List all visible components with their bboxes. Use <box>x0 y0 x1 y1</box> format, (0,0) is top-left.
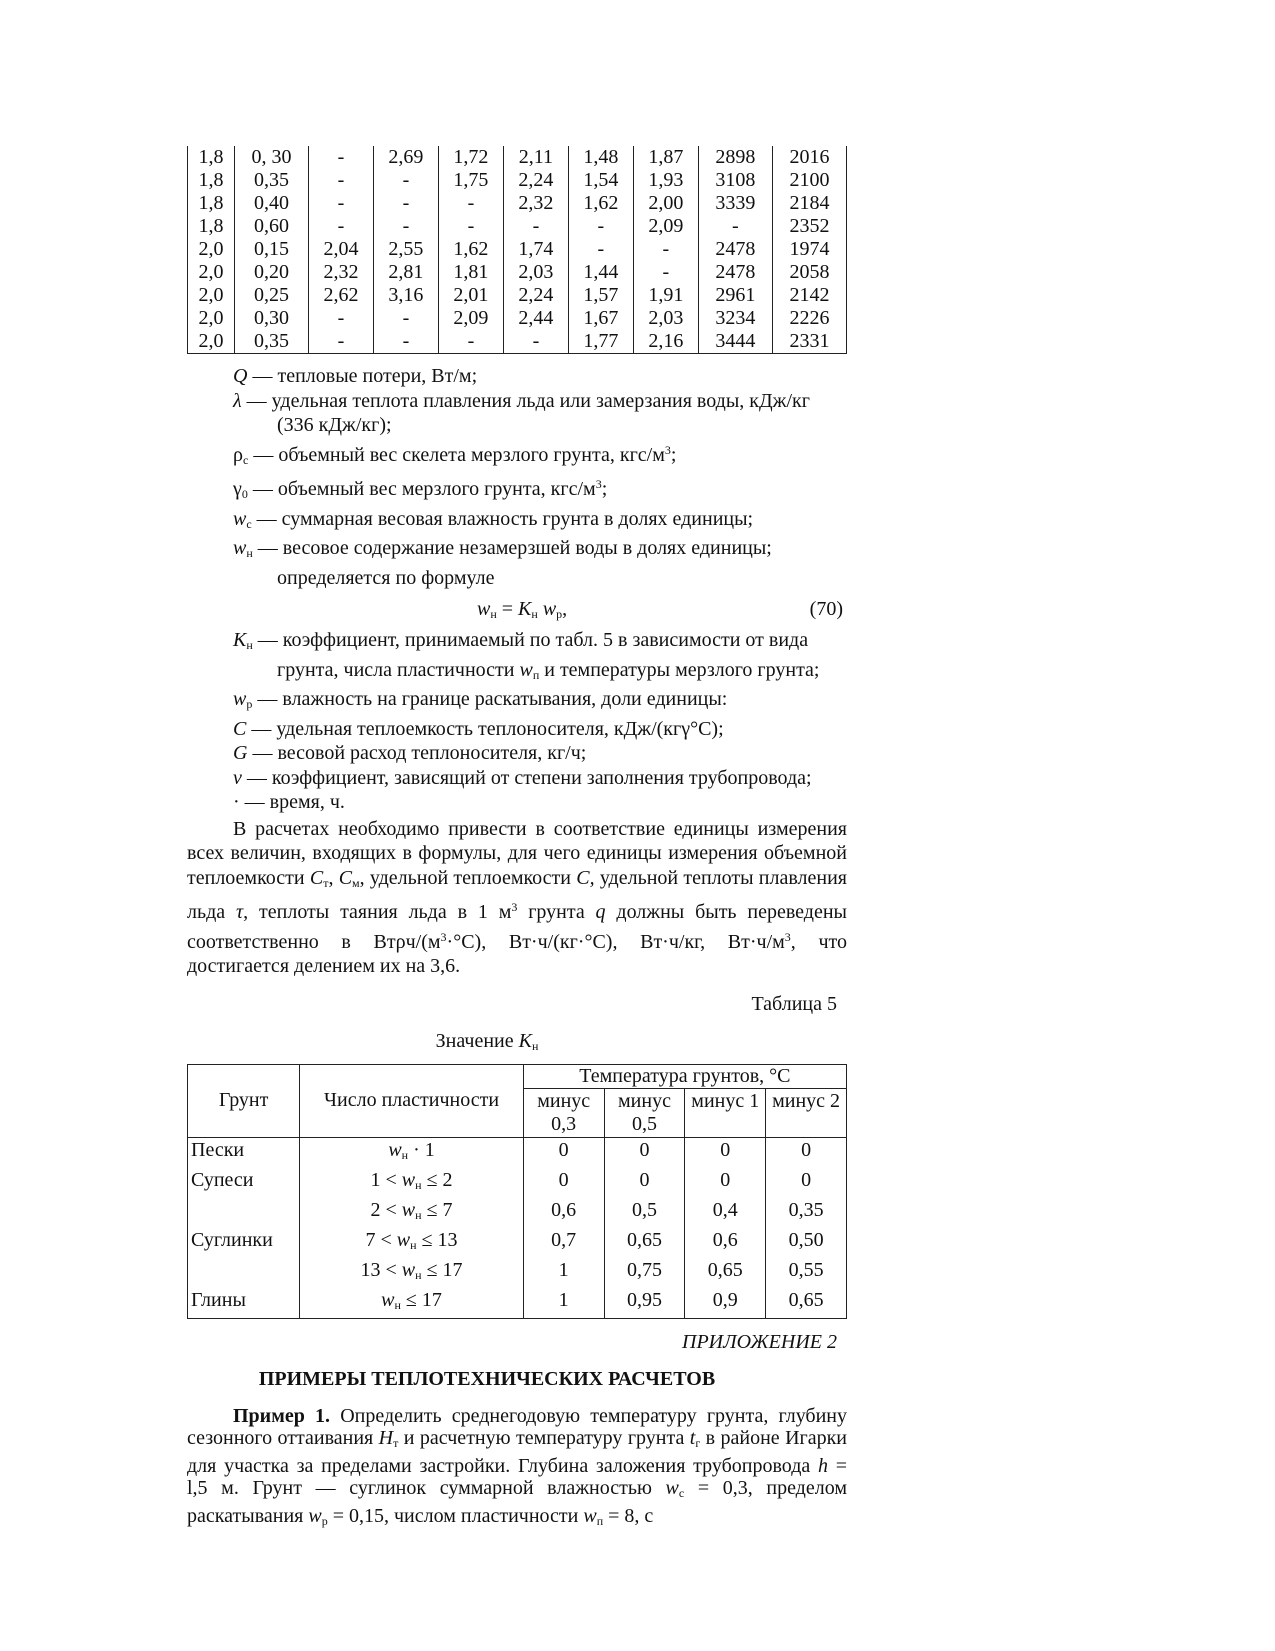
plasticity-cell: $13 < w_н \le 17$ <box>300 1258 524 1288</box>
def-kn: $K_н$ — коэффициент, принимаемый по табл. 5 в зависимости от вида грунта, числа пластичности $w_п$ и температуры мерзлого грунта; <box>233 629 820 682</box>
value-cell: 0,35 <box>766 1198 847 1228</box>
table-cell: 2,32 <box>503 192 568 215</box>
table-cell: 2352 <box>772 215 846 238</box>
table-cell: 2478 <box>698 238 772 261</box>
table-cell: - <box>308 215 373 238</box>
value-cell: 1 <box>523 1288 604 1319</box>
table-row <box>188 1137 847 1168</box>
table-cell: - <box>633 261 698 284</box>
table-cell: 0,30 <box>234 307 308 330</box>
table-cell: 1,87 <box>633 146 698 169</box>
table-cell: - <box>568 215 633 238</box>
table-cell: 2,0 <box>188 330 235 354</box>
def-g: G — весовой расход теплоносителя, кг/ч; <box>233 742 587 764</box>
value-cell: 0,50 <box>766 1228 847 1258</box>
def-rho: $\rho_с$ — объемный вес скелета мерзлого грунта, кгс/$м^3$; <box>233 442 677 467</box>
table-cell: 2,44 <box>503 307 568 330</box>
table-cell: 2,0 <box>188 261 235 284</box>
table-cell: 1,81 <box>438 261 503 284</box>
table-cell: 2,32 <box>308 261 373 284</box>
table-cell: 1,67 <box>568 307 633 330</box>
table-cell: 2226 <box>772 307 846 330</box>
section-title: ПРИМЕРЫ ТЕПЛОТЕХНИЧЕСКИХ РАСЧЕТОВ <box>258 1367 716 1390</box>
table-cell: 1,8 <box>188 192 235 215</box>
table-row <box>188 261 847 284</box>
table-cell: - <box>308 330 373 354</box>
value-cell: 0 <box>766 1168 847 1198</box>
table-cell: 1,72 <box>438 146 503 169</box>
header-plasticity: Число пластичности <box>300 1064 524 1137</box>
example-1: Пример 1. Определить среднегодовую температуру грунта, глубину сезонного оттаивания $H_т$ и расчетную температуру грунта $t_г$ в районе Игарки для участка за пределами застройки. Глубина заложения трубопровода h = l,5 м. Грунт — суглинок суммарной влажностью $w_c = 0,3$, пределом раскатывания $w_p = 0,15$, числом пластичности $w_п = 8$, с <box>187 1404 848 1528</box>
table-cell: 1,62 <box>568 192 633 215</box>
table-cell: 1,57 <box>568 284 633 307</box>
table-cell: 1,54 <box>568 169 633 192</box>
header-t2: минус 0,5 <box>604 1088 685 1137</box>
plasticity-cell: $w_н \cdot 1$ <box>300 1137 524 1168</box>
table-cell: 2,00 <box>633 192 698 215</box>
table-cell: - <box>438 192 503 215</box>
plasticity-cell: $1 < w_н \le 2$ <box>300 1168 524 1198</box>
table-cell: 1,8 <box>188 215 235 238</box>
value-cell: 0,65 <box>766 1288 847 1319</box>
table-cell: 0,25 <box>234 284 308 307</box>
soil-cell: Пески <box>188 1137 300 1168</box>
table-row <box>188 215 847 238</box>
soil-cell: Супеси <box>188 1168 300 1198</box>
table-cell: 2,0 <box>188 238 235 261</box>
table-cell: 0,35 <box>234 169 308 192</box>
table-cell: - <box>308 169 373 192</box>
table-row <box>188 238 847 261</box>
table-cell: - <box>568 238 633 261</box>
table-cell: 1,91 <box>633 284 698 307</box>
table-cell: - <box>503 215 568 238</box>
table-cell: - <box>373 192 438 215</box>
table-cell: 2,81 <box>373 261 438 284</box>
table-cell: 0, 30 <box>234 146 308 169</box>
table-row <box>188 169 847 192</box>
table-cell: 2184 <box>772 192 846 215</box>
def-v: v — коэффициент, зависящий от степени заполнения трубопровода; <box>233 766 812 789</box>
soil-cell: Глины <box>188 1288 300 1319</box>
value-cell: 0 <box>523 1137 604 1168</box>
table-cell: 0,60 <box>234 215 308 238</box>
formula-body: $w_н = K_н$ $w_p$, <box>477 598 568 621</box>
table-row <box>188 146 847 169</box>
value-cell: 0 <box>604 1137 685 1168</box>
table-cell: 2016 <box>772 146 846 169</box>
table-cell: 2,62 <box>308 284 373 307</box>
table-row <box>188 284 847 307</box>
value-cell: 0,95 <box>604 1288 685 1319</box>
table-cell: 3339 <box>698 192 772 215</box>
table-cell: - <box>308 307 373 330</box>
table-cell: 3234 <box>698 307 772 330</box>
plasticity-cell: $w_н \le 17$ <box>300 1288 524 1319</box>
def-lambda: λ — удельная теплота плавления льда или замерзания воды, кДж/кг (336 кДж/кг); <box>233 389 810 436</box>
table-cell: 1,74 <box>503 238 568 261</box>
table-cell: 2,0 <box>188 307 235 330</box>
table-cell: 2,03 <box>503 261 568 284</box>
document-page <box>187 146 847 1532</box>
header-t4: минус 2 <box>766 1088 847 1137</box>
table-cell: 2961 <box>698 284 772 307</box>
table-cell: - <box>633 238 698 261</box>
value-cell: 0,6 <box>523 1198 604 1228</box>
soil-cell <box>188 1258 300 1288</box>
table-cell: 2,03 <box>633 307 698 330</box>
symbol-definitions-2 <box>187 628 847 815</box>
table-row <box>188 192 847 215</box>
table-cell: 2,0 <box>188 284 235 307</box>
appendix-label: ПРИЛОЖЕНИЕ 2 <box>682 1330 837 1353</box>
value-cell: 0 <box>523 1168 604 1198</box>
table-cell: 1,44 <box>568 261 633 284</box>
table-cell: 2058 <box>772 261 846 284</box>
units-paragraph: В расчетах необходимо привести в соответствие единицы измерения всех величин, входящих в формулы, для чего единицы измерения объемной теплоемкости $C_т$, $C_м$, удельной теплоемкости C, удельной теплоты плавления льда τ, теплоты таяния льда в 1 $м^3$ грунта q должны быть переведены соответственно в Втρч/$(м^3\cdot^\circ С)$, Вт·ч/(кг·°С), Вт·ч/кг, $Вт\cdot ч/м^3$, что достигается делением их на 3,6. <box>187 817 848 977</box>
table-5 <box>187 1064 847 1319</box>
value-cell: 0,65 <box>604 1228 685 1258</box>
table-cell: 1,75 <box>438 169 503 192</box>
table-cell: - <box>308 146 373 169</box>
value-cell: 0,9 <box>685 1288 766 1319</box>
table-row <box>188 330 847 354</box>
table-cell: 2898 <box>698 146 772 169</box>
value-cell: 0 <box>766 1137 847 1168</box>
table-cell: 2142 <box>772 284 846 307</box>
table-cell: 0,40 <box>234 192 308 215</box>
table-cell: 2331 <box>772 330 846 354</box>
table-row <box>188 1288 847 1319</box>
value-cell: 0,4 <box>685 1198 766 1228</box>
table-cell: 1,77 <box>568 330 633 354</box>
table-cell: - <box>438 330 503 354</box>
table-cell: - <box>308 192 373 215</box>
value-cell: 0 <box>604 1168 685 1198</box>
header-soil: Грунт <box>188 1064 300 1137</box>
table-cell: 2478 <box>698 261 772 284</box>
table-cell: - <box>373 307 438 330</box>
table-row <box>188 1168 847 1198</box>
table-cell: 3,16 <box>373 284 438 307</box>
table-cell: 0,20 <box>234 261 308 284</box>
value-cell: 0,65 <box>685 1258 766 1288</box>
table-cell: 2,24 <box>503 169 568 192</box>
table-cell: 3444 <box>698 330 772 354</box>
table-cell: 0,35 <box>234 330 308 354</box>
formula-number: (70) <box>809 598 843 620</box>
symbol-definitions <box>187 364 847 590</box>
table-cell: - <box>373 169 438 192</box>
soil-cell <box>188 1198 300 1228</box>
table-row <box>188 1228 847 1258</box>
table-cell: - <box>503 330 568 354</box>
table-cell: - <box>373 330 438 354</box>
table-cell: 2,04 <box>308 238 373 261</box>
table-cell: - <box>438 215 503 238</box>
def-wc: $w_c$ — суммарная весовая влажность грунта в долях единицы; <box>233 507 754 531</box>
value-cell: 0,5 <box>604 1198 685 1228</box>
value-cell: 0,7 <box>523 1228 604 1258</box>
data-table-continuation <box>187 146 847 354</box>
header-temperature: Температура грунтов, °С <box>523 1064 846 1088</box>
table-cell: 3108 <box>698 169 772 192</box>
value-cell: 0,6 <box>685 1228 766 1258</box>
table-cell: 2,01 <box>438 284 503 307</box>
header-t1: минус 0,3 <box>523 1088 604 1137</box>
value-cell: 0,55 <box>766 1258 847 1288</box>
header-t3: минус 1 <box>685 1088 766 1137</box>
plasticity-cell: $7 < w_н \le 13$ <box>300 1228 524 1258</box>
plasticity-cell: $2 < w_н \le 7$ <box>300 1198 524 1228</box>
value-cell: 0,75 <box>604 1258 685 1288</box>
table-caption: Таблица 5 <box>751 992 837 1015</box>
table-cell: 2,24 <box>503 284 568 307</box>
table-cell: 1974 <box>772 238 846 261</box>
value-cell: 0 <box>685 1168 766 1198</box>
table-cell: 0,15 <box>234 238 308 261</box>
value-cell: 1 <box>523 1258 604 1288</box>
table-row <box>188 1258 847 1288</box>
table-cell: 2100 <box>772 169 846 192</box>
table-cell: 2,69 <box>373 146 438 169</box>
soil-cell: Суглинки <box>188 1228 300 1258</box>
def-q: Q — тепловые потери, Вт/м; <box>233 365 478 387</box>
def-c: C — удельная теплоемкость теплоносителя, кДж/(кгγ°С); <box>233 717 724 740</box>
def-gamma: $\gamma_0$ — объемный вес мерзлого грунта, кгс/$м^3$; <box>233 477 608 501</box>
formula-70 <box>187 596 847 624</box>
table-cell: 1,8 <box>188 169 235 192</box>
table-cell: 1,48 <box>568 146 633 169</box>
table-cell: 2,16 <box>633 330 698 354</box>
table-row <box>188 307 847 330</box>
table-cell: 2,09 <box>633 215 698 238</box>
table-cell: 2,11 <box>503 146 568 169</box>
table-cell: 1,93 <box>633 169 698 192</box>
table-cell: 1,62 <box>438 238 503 261</box>
table-cell: 1,8 <box>188 146 235 169</box>
value-cell: 0 <box>685 1137 766 1168</box>
table-row <box>188 1198 847 1228</box>
table-cell: - <box>373 215 438 238</box>
def-time: · — время, ч. <box>233 791 345 813</box>
table-cell: 2,55 <box>373 238 438 261</box>
table-title: Значение $K_н$ <box>435 1029 539 1053</box>
table-cell: 2,09 <box>438 307 503 330</box>
def-wn: $w_н$ — весовое содержание незамерзшей воды в долях единицы; определяется по формуле <box>233 537 772 589</box>
def-wp: $w_p$ — влажность на границе раскатывания, доли единицы: <box>233 688 728 711</box>
table-cell: - <box>698 215 772 238</box>
